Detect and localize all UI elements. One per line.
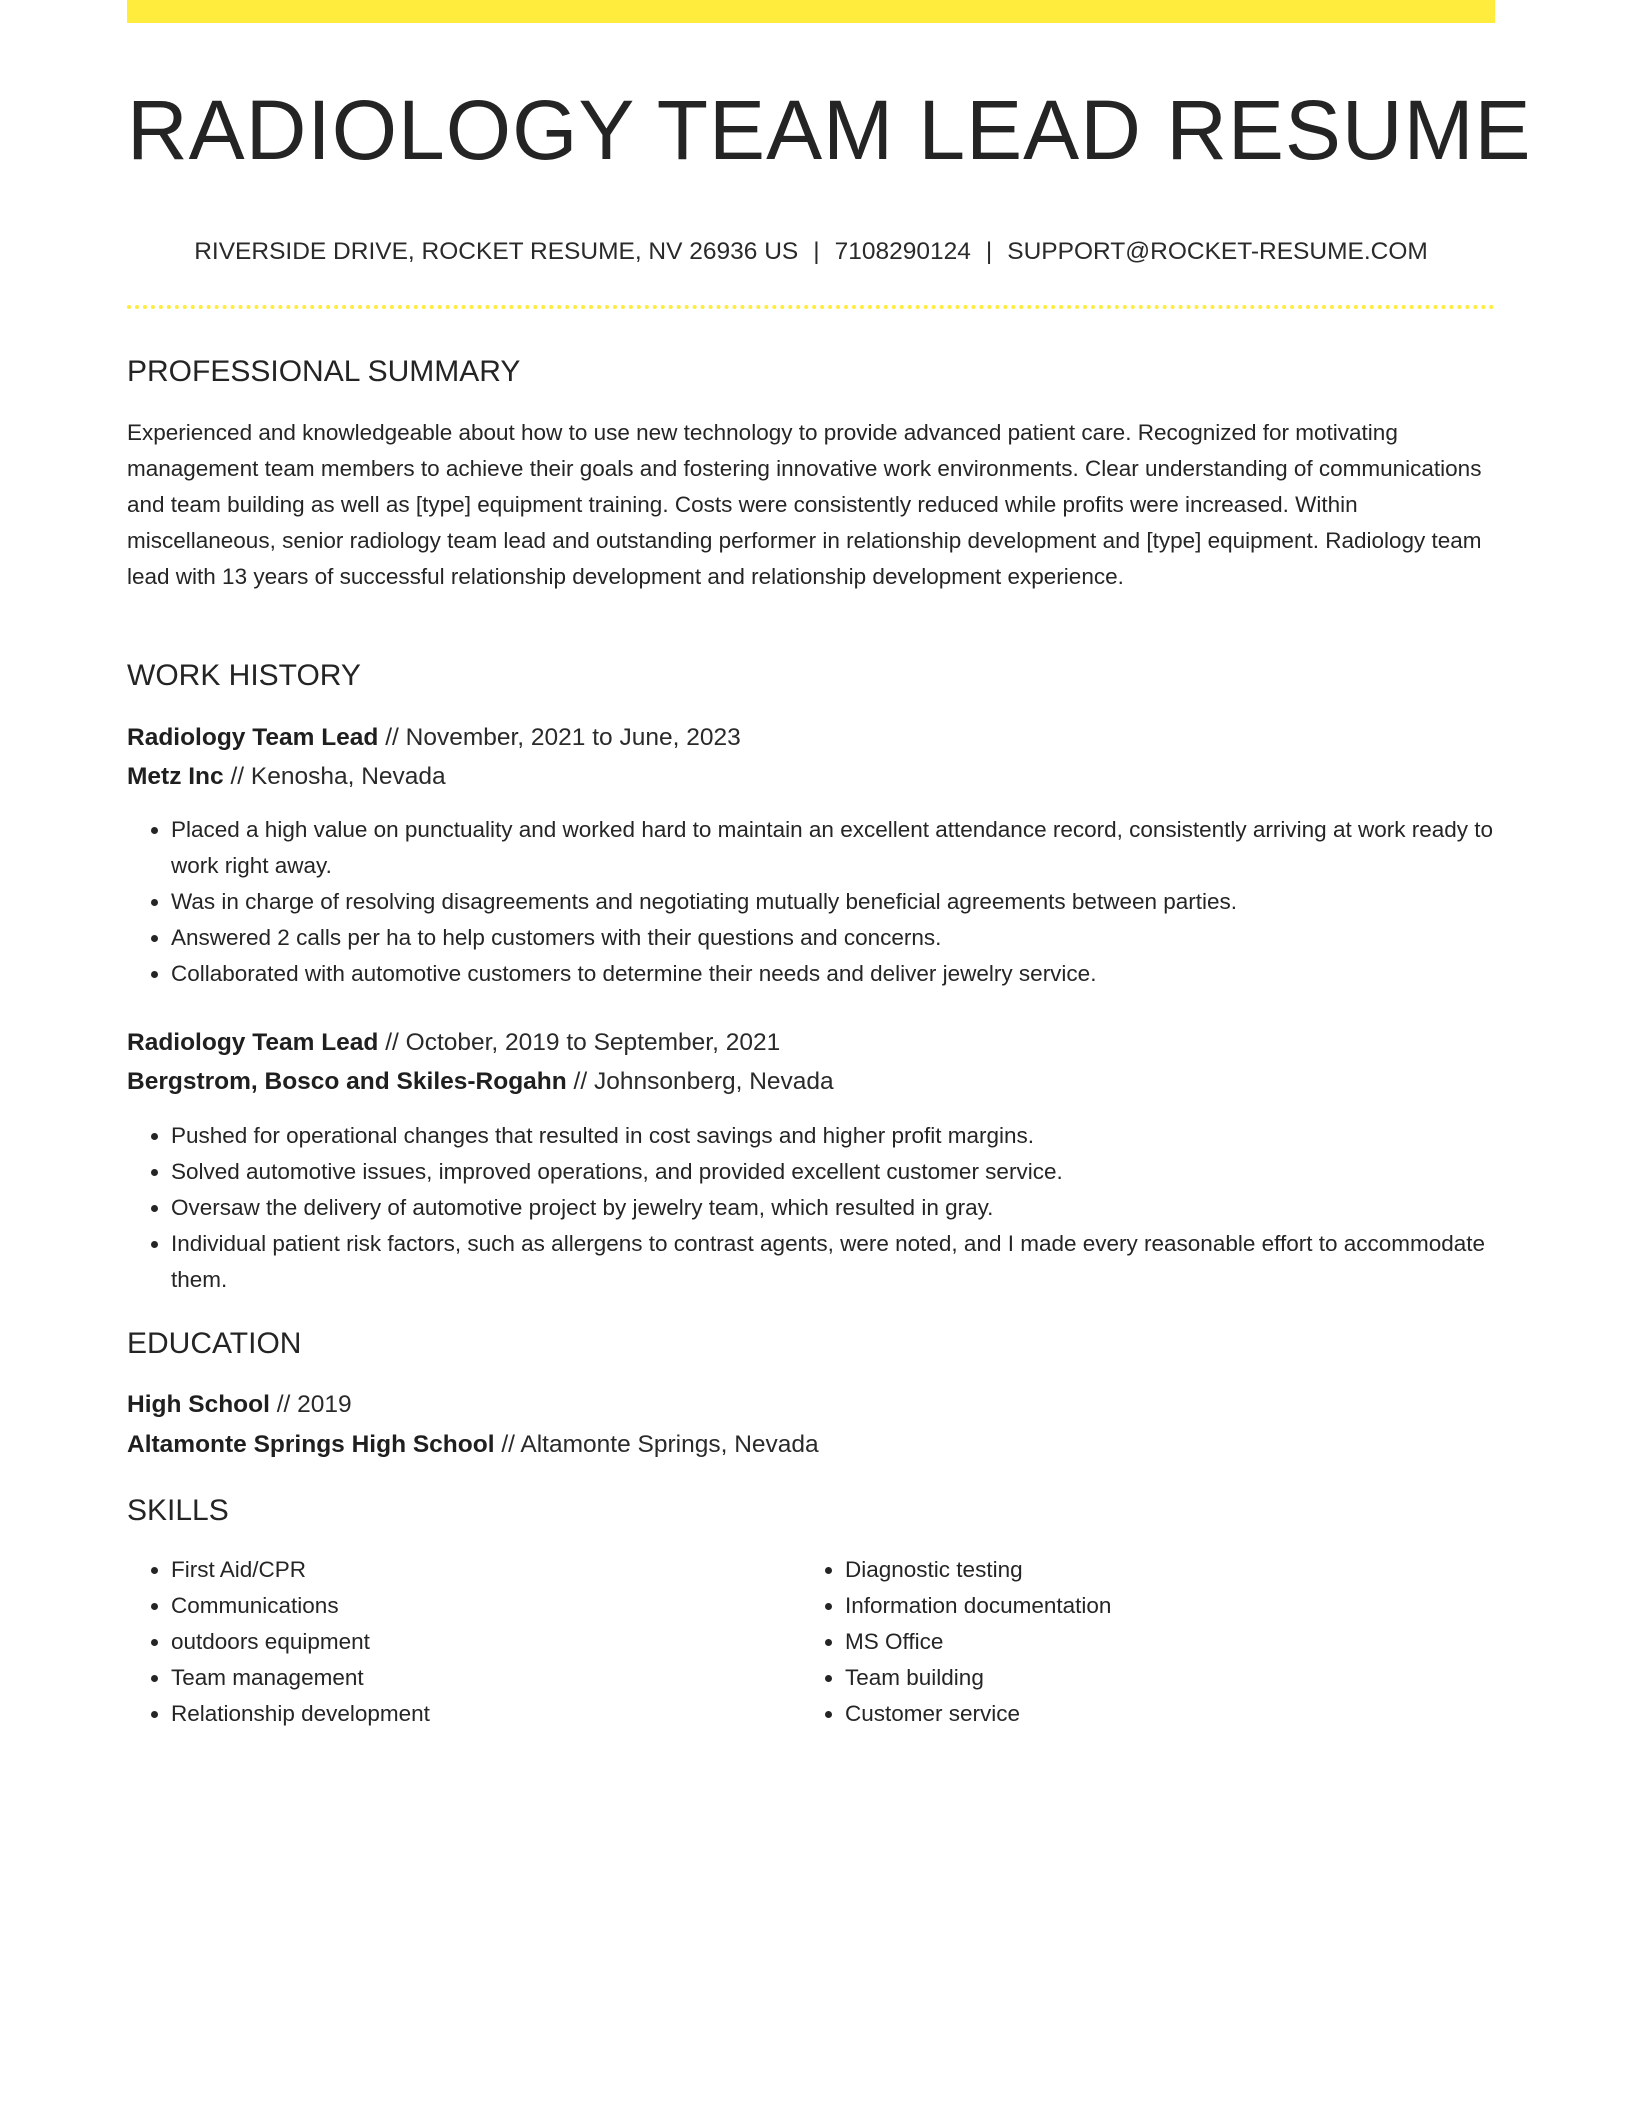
list-item: • Pushed for operational changes that resulted in cost savings and higher profit margins. [171,1118,1495,1154]
job-1-location: // Kenosha, Nevada [223,763,446,790]
list-item: • Oversaw the delivery of automotive project by jewelry team, which resulted in gray. [171,1190,1495,1226]
list-item: • First Aid/CPR [171,1552,767,1588]
skills-right-list [801,1552,1441,1732]
list-item: • Placed a high value on punctuality and worked hard to maintain an excellent attendance record, consistently arriving at work ready to work right away. [171,812,1495,884]
job-1-title: Radiology Team Lead [127,724,379,751]
contact-line [127,236,1495,268]
skills-left-list [127,1552,767,1732]
resume-title: RADIOLOGY TEAM LEAD RESUME [127,83,1532,177]
list-item: • Individual patient risk factors, such as allergens to contrast agents, were noted, and I made every reasonable effort to accommodate them. [171,1226,1495,1298]
contact-separator: | [985,238,993,265]
job-2-title-line [127,1027,780,1059]
list-item: • MS Office [845,1624,1441,1660]
list-item: • Collaborated with automotive customers to determine their needs and deliver jewelry service. [171,956,1495,992]
list-item: • Relationship development [171,1696,767,1732]
list-item: • Answered 2 calls per ha to help customers with their questions and concerns. [171,920,1495,956]
summary-text: Experienced and knowledgeable about how to use new technology to provide advanced patient care. Recognized for motivating management team members to achieve their goals and fostering innovative work environments. Clear understanding of communications and team building as well as [type] equipment training. Costs were consistently reduced while profits were increased. Within miscellaneous, senior radiology team lead and outstanding performer in relationship development and [type] equipment. Radiology team lead with 13 years of successful relationship development and relationship development experience. [127,420,1482,589]
education-degree-line [127,1389,352,1421]
summary-heading: PROFESSIONAL SUMMARY [127,355,521,388]
job-1-title-line [127,722,741,754]
list-item: • Was in charge of resolving disagreements and negotiating mutually beneficial agreements between parties. [171,884,1495,920]
job-1-bullets [127,812,1495,992]
job-2-location: // Johnsonberg, Nevada [566,1068,834,1095]
resume-page [127,0,1532,2112]
list-item: • Information documentation [845,1588,1441,1624]
list-item: • Team building [845,1660,1441,1696]
job-1-company: Metz Inc [127,763,224,790]
education-school-line [127,1429,819,1461]
header-divider [127,305,1495,309]
education-school: Altamonte Springs High School [127,1431,495,1458]
list-item: • Solved automotive issues, improved operations, and provided excellent customer service. [171,1154,1495,1190]
job-2-dates: // October, 2019 to September, 2021 [378,1029,781,1056]
job-1-company-line [127,761,446,793]
skills-right-column [801,1552,1441,1732]
contact-phone: 7108290124 [834,238,971,265]
job-2-company: Bergstrom, Bosco and Skiles-Rogahn [127,1068,567,1095]
skills-heading: SKILLS [127,1494,229,1527]
contact-address: RIVERSIDE DRIVE, ROCKET RESUME, NV 26936 US [194,238,799,265]
accent-top-bar [127,0,1495,23]
education-year: // 2019 [269,1391,352,1418]
list-item: • Diagnostic testing [845,1552,1441,1588]
job-2-bullets [127,1118,1495,1298]
education-location: // Altamonte Springs, Nevada [494,1431,819,1458]
contact-separator: | [813,238,820,265]
list-item: • outdoors equipment [171,1624,767,1660]
education-degree: High School [127,1391,270,1418]
contact-email: SUPPORT@ROCKET-RESUME.COM [1007,238,1428,265]
job-1-dates: // November, 2021 to June, 2023 [378,724,741,751]
list-item: • Team management [171,1660,767,1696]
list-item: • Communications [171,1588,767,1624]
work-history-heading: WORK HISTORY [127,659,361,692]
skills-left-column [127,1552,767,1732]
job-2-title: Radiology Team Lead [127,1029,379,1056]
list-item: • Customer service [845,1696,1441,1732]
job-2-company-line [127,1066,834,1098]
education-heading: EDUCATION [127,1327,302,1360]
